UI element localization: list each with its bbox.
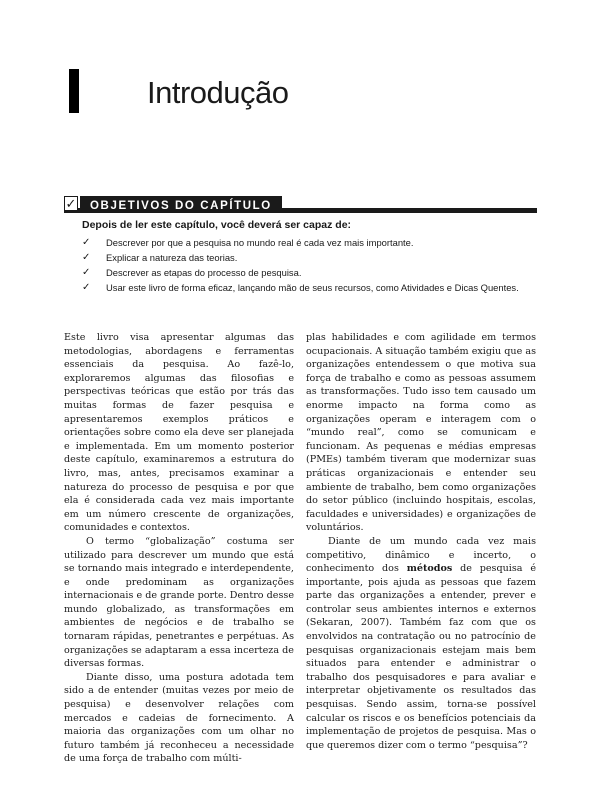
- objective-item: [82, 267, 552, 282]
- checkmark-icon: ✓: [82, 237, 91, 248]
- body-paragraph: [306, 535, 536, 753]
- chapter-title: Introdução: [147, 75, 289, 110]
- body-paragraph: plas habilidades e com agilidade em termos ocupacionais. A situação também exigiu que as organizações entendessem o que motiva sua força de trabalho e como as pessoas assumem as transformações. Tudo isso tem causado um enorme impacto na forma como as organizações operam e interagem com o “mundo real”, como se comunicam e funcionam. As pequenas e médias empresas (PMEs) também tiveram que modernizar suas práticas organizacionais e entender seu ambiente de trabalho, bem como organizações do setor público (incluindo hospitais, escolas, faculdades e universidades) e organizações de voluntários.: [306, 332, 536, 534]
- emphasis-term: métodos: [406, 563, 453, 575]
- body-paragraph: Este livro visa apresentar algumas das metodologias, abordagens e ferramentas essenciais da pesquisa. Ao fazê-lo, exploraremos algumas das filosofias e perspectivas teóricas que estão por trás das muitas formas de fazer pesquisa e apresentaremos exemplos práticos e orientações sobre como ela deve ser planejada e implementada. Em um momento posterior deste capítulo, examinaremos a estrutura do livro, mas, antes, precisamos examinar a natureza do processo de pesquisa e por que ela é considerada cada vez mais importante em um número crescente de organizações, comunidades e contextos.: [64, 332, 294, 534]
- objective-text: Descrever por que a pesquisa no mundo real é cada vez mais importante.: [106, 237, 414, 248]
- body-text: Diante de um mundo cada vez mais competitivo, dinâmico e incerto, o conhecimento dos: [306, 535, 536, 575]
- checkmark-icon: ✓: [82, 267, 91, 278]
- chapter-number-1: [69, 69, 79, 113]
- objective-text: Descrever as etapas do processo de pesquisa.: [106, 267, 302, 278]
- objective-item: [82, 282, 552, 297]
- body-column-left: [64, 331, 294, 766]
- objectives-intro: Depois de ler este capítulo, você deverá ser capaz de:: [82, 219, 352, 231]
- checkmark-icon: ✓: [82, 282, 91, 293]
- body-column-right: [306, 331, 536, 752]
- body-paragraph: Diante disso, uma postura adotada tem sido a de entender (muitas vezes por meio de pesquisa) e desenvolver relações com mercados e cadeias de fornecimento. A maioria das organizações com um olhar no futuro também já reconheceu a necessidade de uma força de trabalho com múlti-: [64, 671, 294, 765]
- objectives-heading: OBJETIVOS DO CAPÍTULO: [90, 200, 272, 212]
- objective-text: Usar este livro de forma eficaz, lançando mão de seus recursos, como Atividades e Dicas Quentes.: [106, 282, 519, 293]
- body-text: de pesquisa é importante, pois ajuda as pessoas que fazem parte das organizações a entender, prever e controlar seus ambientes internos e externos (Sekaran, 2007). Também faz com que os envolvidos na contratação ou no patrocínio de pesquisas organizacionais estejam mais bem situados para entender e administrar o trabalho dos pesquisadores e para avaliar e interpretar objetivamente os resultados das pesquisas. Sendo assim, torna-se possível calcular os riscos e os benefícios potenciais da implementação de projetos de pesquisa. Mas o que queremos dizer com o termo “pesquisa”?: [306, 563, 536, 751]
- objectives-heading-box: [80, 196, 282, 213]
- checkbox-icon: ✓: [65, 197, 77, 212]
- body-paragraph: O termo “globalização” costuma ser utilizado para descrever um mundo que está se tornando mais integrado e interdependente, e onde predominam as organizações internacionais e de grande porte. Dentro desse mundo globalizado, as transformações em ambientes de negócios e de trabalho se tornaram rápidas, penetrantes e perpétuas. As organizações se adaptaram a essa incerteza de diversas formas.: [64, 535, 294, 670]
- objectives-list: [82, 237, 552, 297]
- checkmark-icon: ✓: [82, 252, 91, 263]
- objective-item: [82, 252, 552, 267]
- objective-text: Explicar a natureza das teorias.: [106, 252, 238, 263]
- objective-item: [82, 237, 552, 252]
